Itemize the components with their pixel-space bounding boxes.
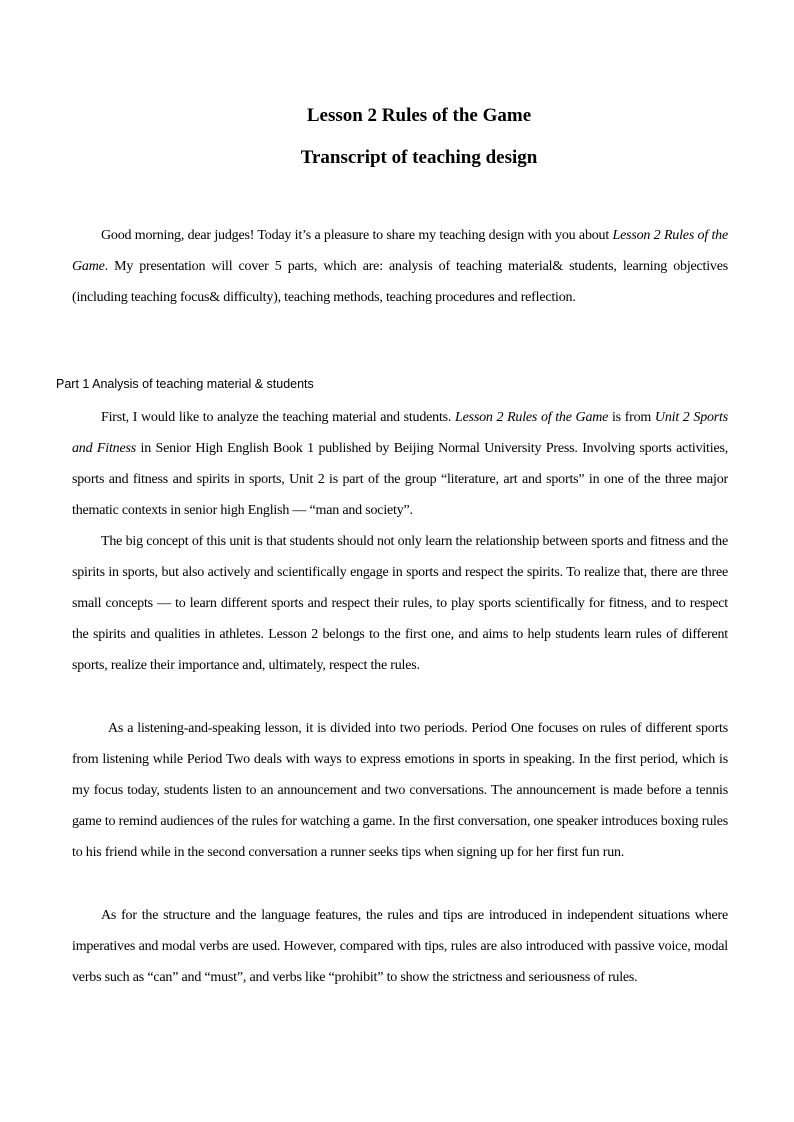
paragraph-structure-language: As for the structure and the language features, the rules and tips are introduced in independent situations where imperatives and modal verbs are used. However, compared with tips, rules are also introduced with passive voice, modal verbs such as “can” and “must”, and verbs like “prohibit” to show the strictness and seriousness of rules. [72, 908, 728, 985]
paragraph-listening-speaking: As a listening-and-speaking lesson, it is divided into two periods. Period One focuses on rules of different sports from listening while Period Two deals with ways to express emotions in sports in speaking. In the first period, which is my focus today, students listen to an announcement and two conversations. The announcement is made before a tennis game to remind audiences of the rules for watching a game. In the first conversation, one speaker introduces boxing rules to his friend while in the second conversation a runner seeks tips when signing up for her first fun run. [72, 721, 728, 860]
p1-lesson-title: Lesson 2 Rules of the Game [454, 410, 609, 425]
page-title: Lesson 2 Rules of the Game [306, 105, 532, 126]
p1-text-c: in Senior High English Book 1 published by Beijing Normal University Press. Involving sports activities, sports and fitness and spirits in sports, Unit 2 is part of the group “literature, art and sports” in one of the three major thematic contexts in senior high English — “man and society”. [72, 441, 729, 518]
intro-paragraph [72, 220, 728, 313]
paragraph-big-concept: The big concept of this unit is that students should not only learn the relationship between sports and fitness and the spirits in sports, but also actively and scientifically engage in sports and respect the spirits. To realize that, there are three small concepts — to learn different sports and respect their rules, to play sports scientifically for fitness, and to respect the spirits and qualities in athletes. Lesson 2 belongs to the first one, and aims to help students learn rules of different sports, realize their importance and, ultimately, respect the rules. [72, 534, 728, 673]
intro-text-b: . My presentation will cover 5 parts, which are: analysis of teaching material& students, learning objectives (including teaching focus& difficulty), teaching methods, teaching procedures and reflection. [72, 259, 728, 305]
intro-text-a: Good morning, dear judges! Today it’s a pleasure to share my teaching design with you about [101, 228, 613, 243]
page-subtitle: Transcript of teaching design [300, 147, 538, 168]
p1-text-b: is from [608, 410, 655, 425]
intro-lesson-title: Lesson 2 Rules of the Game [72, 228, 728, 274]
p1-text-a: First, I would like to analyze the teaching material and students. [101, 410, 455, 425]
paragraph-material [72, 402, 728, 526]
p1-unit-title: Unit 2 Sports and Fitness [72, 410, 728, 456]
section-heading-part1: Part 1 Analysis of teaching material & students [56, 377, 314, 391]
